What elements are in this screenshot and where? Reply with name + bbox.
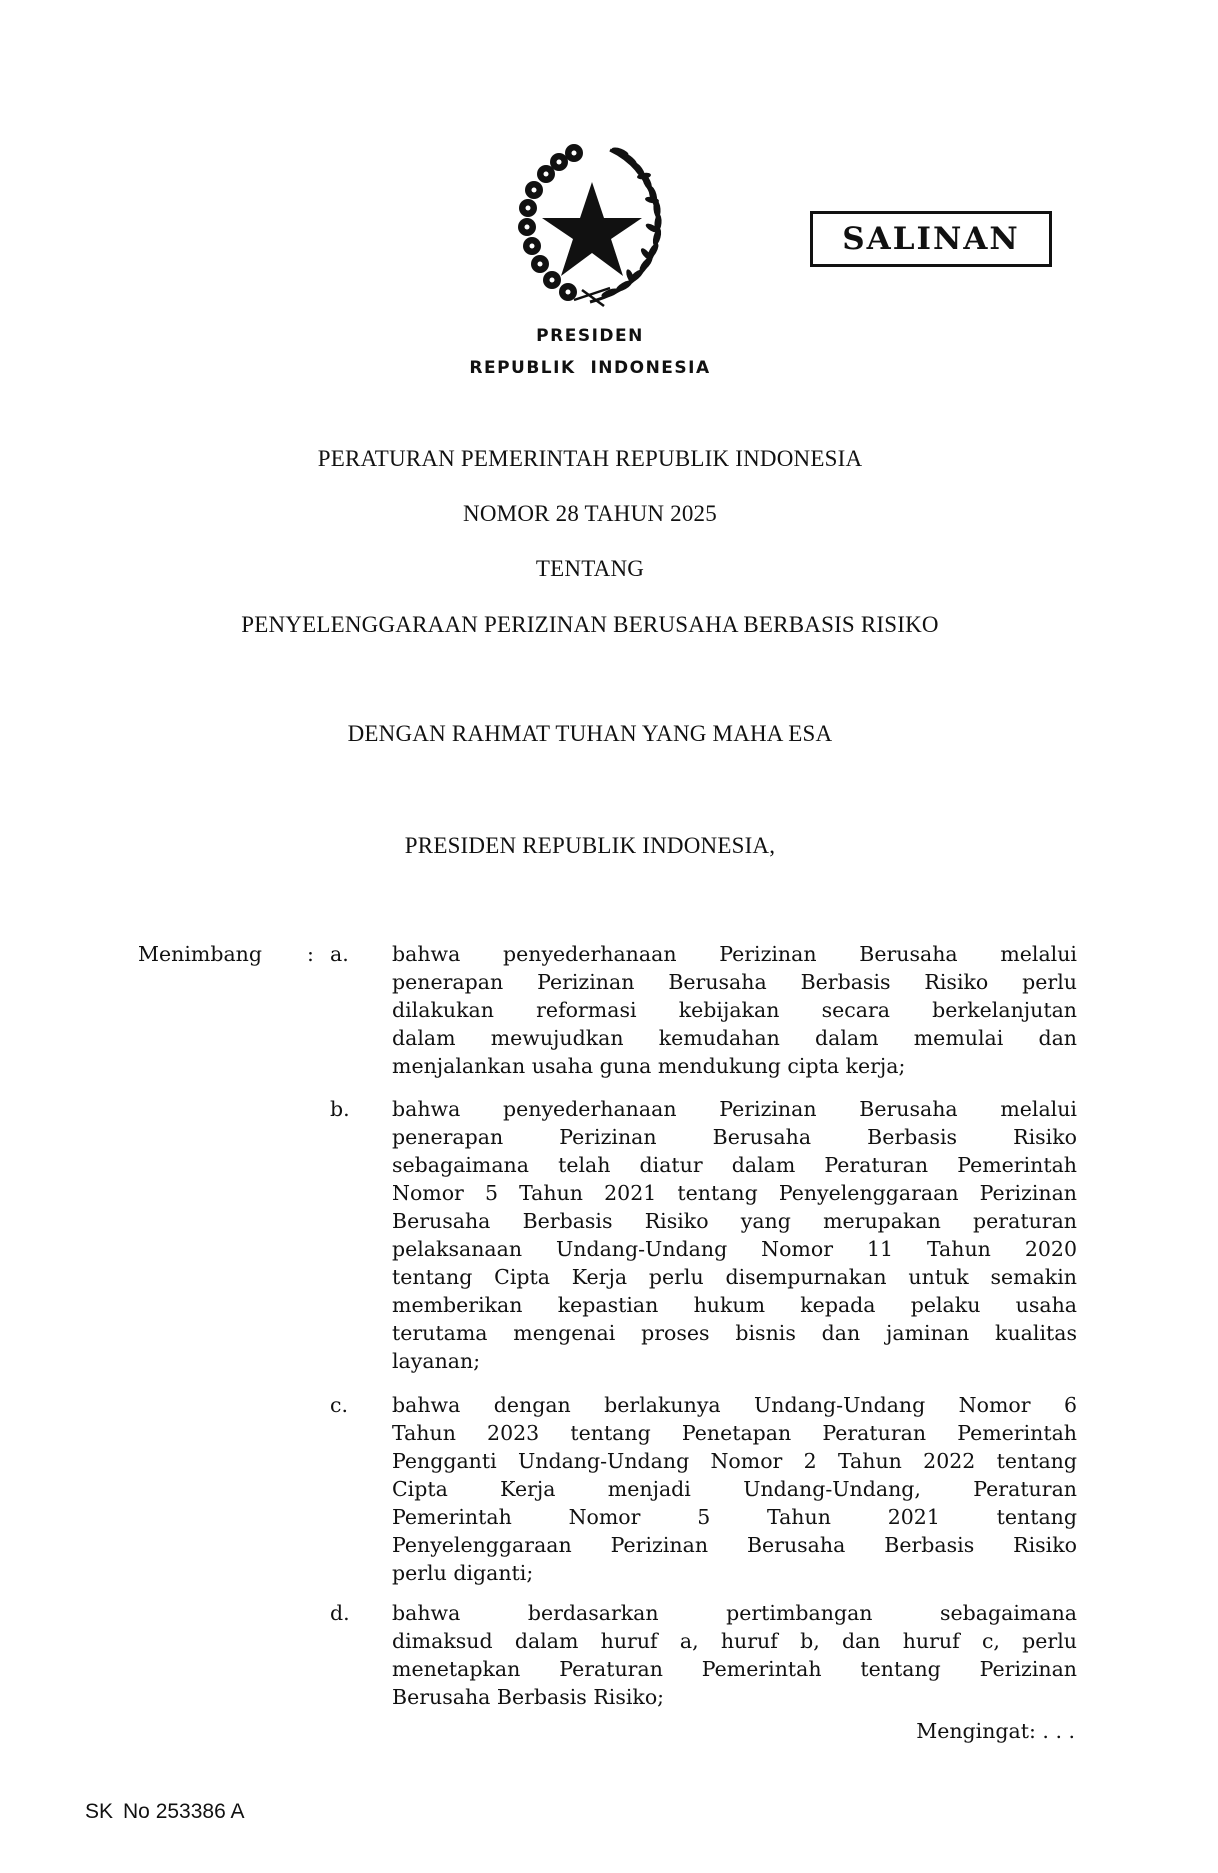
presidential-emblem-icon	[512, 140, 672, 310]
text-line: memberikan kepastian hukum kepada pelaku usaha	[392, 1293, 1077, 1317]
text-line: Pemerintah Nomor 5 Tahun 2021 tentang	[392, 1505, 1077, 1529]
item-text	[392, 1095, 1077, 1375]
item-marker: a.	[330, 942, 349, 966]
text-line: bahwa berdasarkan pertimbangan sebagaimana	[392, 1601, 1077, 1625]
salinan-stamp	[810, 211, 1052, 267]
text-line: Berusaha Berbasis Risiko yang merupakan peraturan	[392, 1209, 1077, 1233]
regulation-subject: PENYELENGGARAAN PERIZINAN BERUSAHA BERBASIS RISIKO	[241, 612, 939, 637]
text-line: dilakukan reformasi kebijakan secara berkelanjutan	[392, 998, 1077, 1022]
authority-line: PRESIDEN REPUBLIK INDONESIA,	[404, 833, 776, 858]
text-line: Berusaha Berbasis Risiko;	[392, 1685, 665, 1709]
salinan-stamp-text: SALINAN	[842, 221, 1020, 257]
text-line: Pengganti Undang-Undang Nomor 2 Tahun 2022 tentang	[392, 1449, 1077, 1473]
text-line: terutama mengenai proses bisnis dan jaminan kualitas	[392, 1321, 1077, 1345]
text-line: penerapan Perizinan Berusaha Berbasis Risiko perlu	[392, 970, 1077, 994]
sk-number	[85, 1800, 244, 1824]
text-line: menjalankan usaha guna mendukung cipta kerja;	[392, 1054, 906, 1078]
text-line: Penyelenggaraan Perizinan Berusaha Berbasis Risiko	[392, 1533, 1077, 1557]
item-text	[392, 1599, 1077, 1711]
item-marker: d.	[330, 1601, 350, 1625]
regulation-title: PERATURAN PEMERINTAH REPUBLIK INDONESIA	[317, 446, 863, 471]
item-text	[392, 940, 1077, 1080]
item-marker: b.	[330, 1097, 350, 1121]
text-line: Cipta Kerja menjadi Undang-Undang, Peraturan	[392, 1477, 1077, 1501]
text-line: bahwa penyederhanaan Perizinan Berusaha melalui	[392, 1097, 1077, 1121]
regulation-number: NOMOR 28 TAHUN 2025	[463, 501, 717, 526]
issuer-line-presiden: PRESIDEN	[536, 326, 644, 346]
text-line: dalam mewujudkan kemudahan dalam memulai dan	[392, 1026, 1077, 1050]
text-line: penerapan Perizinan Berusaha Berbasis Risiko	[392, 1125, 1077, 1149]
text-line: menetapkan Peraturan Pemerintah tentang Perizinan	[392, 1657, 1077, 1681]
text-line: pelaksanaan Undang-Undang Nomor 11 Tahun 2020	[392, 1237, 1077, 1261]
regulation-tentang: TENTANG	[535, 556, 645, 581]
text-line: bahwa dengan berlakunya Undang-Undang Nomor 6	[392, 1393, 1077, 1417]
menimbang-label: Menimbang	[138, 942, 262, 966]
item-marker: c.	[330, 1393, 348, 1417]
sk-number-value: No 253386 A	[123, 1800, 245, 1823]
text-line: bahwa penyederhanaan Perizinan Berusaha melalui	[392, 942, 1077, 966]
text-line: tentang Cipta Kerja perlu disempurnakan untuk semakin	[392, 1265, 1077, 1289]
text-line: sebagaimana telah diatur dalam Peraturan Pemerintah	[392, 1153, 1077, 1177]
menimbang-colon: :	[307, 942, 314, 966]
item-text	[392, 1391, 1077, 1587]
invocation: DENGAN RAHMAT TUHAN YANG MAHA ESA	[347, 721, 833, 746]
text-line: Nomor 5 Tahun 2021 tentang Penyelenggaraan Perizinan	[392, 1181, 1077, 1205]
text-line: perlu diganti;	[392, 1561, 534, 1585]
text-line: dimaksud dalam huruf a, huruf b, dan huruf c, perlu	[392, 1629, 1077, 1653]
continuation-marker: Mengingat: . . .	[916, 1719, 1075, 1743]
text-line: layanan;	[392, 1349, 481, 1373]
text-line: Tahun 2023 tentang Penetapan Peraturan Pemerintah	[392, 1421, 1077, 1445]
issuer-line-republik-indonesia: REPUBLIK INDONESIA	[469, 358, 711, 378]
sk-prefix: SK	[85, 1800, 114, 1823]
